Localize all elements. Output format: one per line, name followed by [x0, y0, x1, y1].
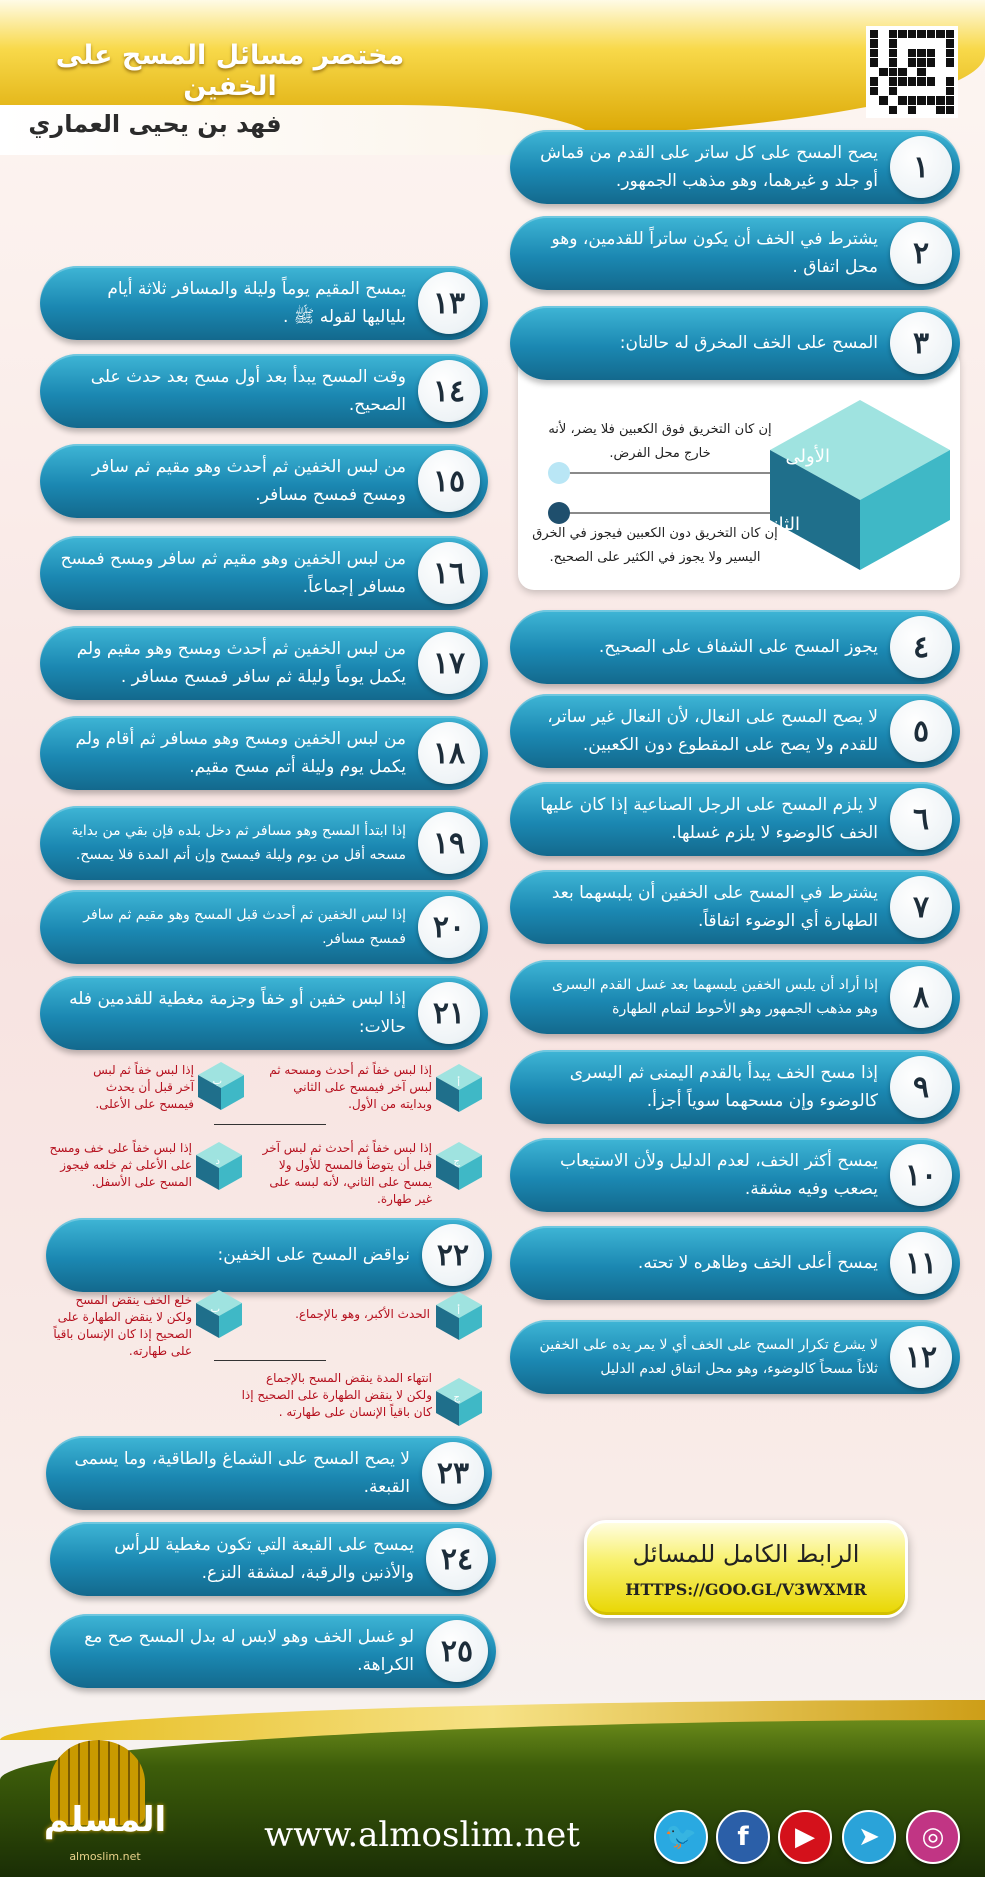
- item-number: ١٢: [890, 1326, 952, 1388]
- case-text: إذا لبس خفاً ثم أحدث ومسحه ثم لبس آخر فيمسح على الثاني وبدايته من الأول.: [269, 1063, 432, 1111]
- item-7: [510, 870, 960, 944]
- case-letter: ب: [212, 1076, 222, 1087]
- item-text: إذا لبس الخفين ثم أحدث قبل المسح وهو مقيم ثم سافر فمسح مسافر.: [83, 907, 406, 947]
- item-12: [510, 1320, 960, 1394]
- logo-text: المسلم: [43, 1800, 167, 1840]
- item-3: [510, 306, 960, 380]
- item-number: ٣: [890, 312, 952, 374]
- item-text: وقت المسح يبدأ بعد أول مسح بعد حدث على الصحيح.: [90, 367, 406, 415]
- item-number: ٦: [890, 788, 952, 850]
- cube-icon: [196, 1290, 242, 1338]
- item-text: يمسح على القبعة التي تكون مغطية للرأس والأذنين والرقبة، لمشقة النزع.: [114, 1535, 414, 1583]
- facebook-icon[interactable]: f: [716, 1810, 770, 1864]
- cube-icon: [436, 1064, 482, 1112]
- item-number: ١٨: [418, 722, 480, 784]
- cube-icon: [196, 1142, 242, 1190]
- item-14: [40, 354, 488, 428]
- item-2: [510, 216, 960, 290]
- case-first-text: إن كان التخريق فوق الكعبين فلا يضر، لأنه خارج محل الفرض.: [548, 422, 772, 461]
- item-text: إذا لبس خفين أو خفاً وجزمة مغطية للقدمين فله حالات:: [69, 989, 406, 1037]
- item-text: إذا ابتدأ المسح وهو مسافر ثم دخل بلده فإن بقي من بداية مسحه أقل من يوم وليلة فيمسح وإن أتم المدة فلا يمسح.: [71, 823, 406, 863]
- case-letter: ج: [453, 1156, 460, 1167]
- item-10: [510, 1138, 960, 1212]
- case-dot: [548, 502, 570, 524]
- item-number: ١٤: [418, 360, 480, 422]
- item-21: [40, 976, 488, 1050]
- item-text: من لبس الخفين ومسح وهو مسافر ثم أقام ولم يكمل يوم وليلة أتم مسح مقيم.: [75, 729, 406, 777]
- item-text: المسح على الخف المخرق له حالتان:: [619, 333, 878, 353]
- item-text: نواقض المسح على الخفين:: [217, 1245, 410, 1265]
- case-text: إذا لبس خفاً ثم أحدث ثم لبس آخر قبل أن يتوضأ فالمسح للأول ولا يمسح على الثاني، لأنه لبسه على غير طهارة.: [262, 1141, 432, 1206]
- item-number: ٢٣: [422, 1442, 484, 1504]
- item-text: لا يلزم المسح على الرجل الصناعية إذا كان عليها الخف كالوضوء لا يلزم غسلها.: [540, 795, 878, 843]
- item-17: [40, 626, 488, 700]
- case-second-label: الثانية: [758, 514, 800, 535]
- link-title: الرابط الكامل للمسائل: [632, 1540, 860, 1568]
- item-20: [40, 890, 488, 964]
- case-letter: ج: [453, 1392, 460, 1403]
- item-number: ٢: [890, 222, 952, 284]
- item-text: يشترط في الخف أن يكون ساتراً للقدمين، وهو محل اتفاق .: [551, 229, 878, 277]
- item-4: [510, 610, 960, 684]
- site-url-link[interactable]: www.almoslim.net: [264, 1815, 580, 1855]
- telegram-icon[interactable]: ➤: [842, 1810, 896, 1864]
- item-18: [40, 716, 488, 790]
- connector-line: [560, 512, 770, 514]
- youtube-icon[interactable]: ▶: [778, 1810, 832, 1864]
- item-number: ٢١: [418, 982, 480, 1044]
- author-name: فهد بن يحيى العماري: [28, 110, 282, 138]
- instagram-icon[interactable]: ◎: [906, 1810, 960, 1864]
- case-text: انتهاء المدة ينقض المسح بالإجماع ولكن لا ينقض الطهارة على الصحيح إذا كان باقياً الإنسان على طهارته .: [241, 1371, 432, 1419]
- case-text: خلع الخف ينقض المسح ولكن لا ينقض الطهارة على الصحيح إذا كان الإنسان باقياً على طهارته.: [53, 1293, 192, 1358]
- item-text: يشترط في المسح على الخفين أن يلبسهما بعد الطهارة أي الوضوء اتفاقاً.: [551, 883, 878, 931]
- item-text: إذا أراد أن يلبس الخفين يلبسهما بعد غسل القدم اليسرى وهو مذهب الجمهور وهو الأحوط لتمام الطهارة: [551, 977, 878, 1017]
- item-number: ١٣: [418, 272, 480, 334]
- item-text: يمسح المقيم يوماً وليلة والمسافر ثلاثة أيام بلياليها لقوله ﷺ .: [107, 279, 406, 327]
- cube-icon: [198, 1062, 244, 1110]
- item-number: ٨: [890, 966, 952, 1028]
- page-title: مختصر مسائل المسح على الخفين: [55, 40, 405, 102]
- item-number: ٢٤: [426, 1528, 488, 1590]
- item-8: [510, 960, 960, 1034]
- item-number: ٢٥: [426, 1620, 488, 1682]
- item-11: [510, 1226, 960, 1300]
- case-second-text: إن كان التخريق دون الكعبين فيجوز في الخرق اليسير ولا يجوز في الكثير على الصحيح.: [532, 526, 778, 565]
- item-number: ٩: [890, 1056, 952, 1118]
- divider: [214, 1360, 326, 1361]
- case-letter: ب: [210, 1304, 220, 1315]
- item-1: [510, 130, 960, 204]
- case-letter: د: [215, 1156, 220, 1167]
- item-text: لو غسل الخف وهو لابس له بدل المسح صح مع الكراهة.: [84, 1627, 414, 1675]
- cube-icon: [758, 400, 950, 570]
- item-text: يمسح أعلى الخف وظاهره لا تحته.: [637, 1253, 878, 1273]
- item-number: ٢٢: [422, 1224, 484, 1286]
- item-number: ١١: [890, 1232, 952, 1294]
- item-9: [510, 1050, 960, 1124]
- cube-icon: [436, 1142, 482, 1190]
- item-16: [40, 536, 488, 610]
- item-number: ١: [890, 136, 952, 198]
- item-number: ١٧: [418, 632, 480, 694]
- item-19: [40, 806, 488, 880]
- item-text: لا يصح المسح على الشماغ والطاقية، وما يسمى القبعة.: [74, 1449, 410, 1497]
- item-6: [510, 782, 960, 856]
- cube-icon: [436, 1378, 482, 1426]
- item-25: [50, 1614, 496, 1688]
- item-number: ٧: [890, 876, 952, 938]
- connector-line: [560, 472, 770, 474]
- item-number: ١٠: [890, 1144, 952, 1206]
- case-letter: أ: [457, 1306, 460, 1317]
- item-text: لا يشرع تكرار المسح على الخف أي لا يمر يده على الخفين ثلاثاً مسحاً كالوضوء، وهو محل اتفاق لعدم الدليل: [539, 1337, 878, 1377]
- item-text: يمسح أكثر الخف، لعدم الدليل ولأن الاستيعاب يصعب وفيه مشقة.: [560, 1151, 878, 1199]
- item-text: يجوز المسح على الشفاف على الصحيح.: [598, 637, 878, 657]
- item-number: ١٦: [418, 542, 480, 604]
- link-url[interactable]: HTTPS://GOO.GL/V3WXMR: [625, 1580, 867, 1599]
- item-text: من لبس الخفين ثم أحدث وهو مقيم ثم سافر ومسح فمسح مسافر.: [91, 457, 406, 505]
- item-22: [46, 1218, 492, 1292]
- qr-code-icon[interactable]: [866, 26, 958, 118]
- twitter-icon[interactable]: 🐦: [654, 1810, 708, 1864]
- item-number: ٥: [890, 700, 952, 762]
- item-text: إذا مسح الخف يبدأ بالقدم اليمنى ثم اليسرى كالوضوء وإن مسحهما سوياً أجزأ.: [569, 1063, 878, 1111]
- item-24: [50, 1522, 496, 1596]
- divider: [214, 1124, 326, 1125]
- cube-icon: [436, 1292, 482, 1340]
- item-text: من لبس الخفين ثم أحدث ومسح وهو مقيم ولم يكمل يوماً وليلة ثم سافر فمسح مسافر .: [76, 639, 406, 687]
- item-number: ٤: [890, 616, 952, 678]
- logo-subtext: almoslim.net: [69, 1850, 141, 1863]
- item-number: ١٩: [418, 812, 480, 874]
- item-text: من لبس الخفين وهو مقيم ثم سافر ومسح فمسح مسافر إجماعاً.: [60, 549, 406, 597]
- case-text: إذا لبس خفاً على خف ومسح على الأعلى ثم خلعه فيجوز المسح على الأسفل.: [49, 1141, 192, 1189]
- item-number: ١٥: [418, 450, 480, 512]
- item-5: [510, 694, 960, 768]
- case-letter: أ: [457, 1078, 460, 1089]
- item-15: [40, 444, 488, 518]
- item-text: يصح المسح على كل ساتر على القدم من قماش أو جلد و غيرهما، وهو مذهب الجمهور.: [540, 143, 878, 191]
- case-first-label: الأولى: [785, 446, 830, 467]
- link-button[interactable]: [584, 1520, 908, 1618]
- item-23: [46, 1436, 492, 1510]
- case-text: الحدث الأكبر، وهو بالإجماع.: [295, 1307, 430, 1321]
- case-dot: [548, 462, 570, 484]
- item-number: ٢٠: [418, 896, 480, 958]
- case-text: إذا لبس خفاً ثم لبس آخر قبل أن يحدث فيمسح على الأعلى.: [93, 1063, 194, 1111]
- item-text: لا يصح المسح على النعال، لأن النعال غير ساتر، للقدم ولا يصح على المقطوع دون الكعبين.: [547, 707, 878, 755]
- item-13: [40, 266, 488, 340]
